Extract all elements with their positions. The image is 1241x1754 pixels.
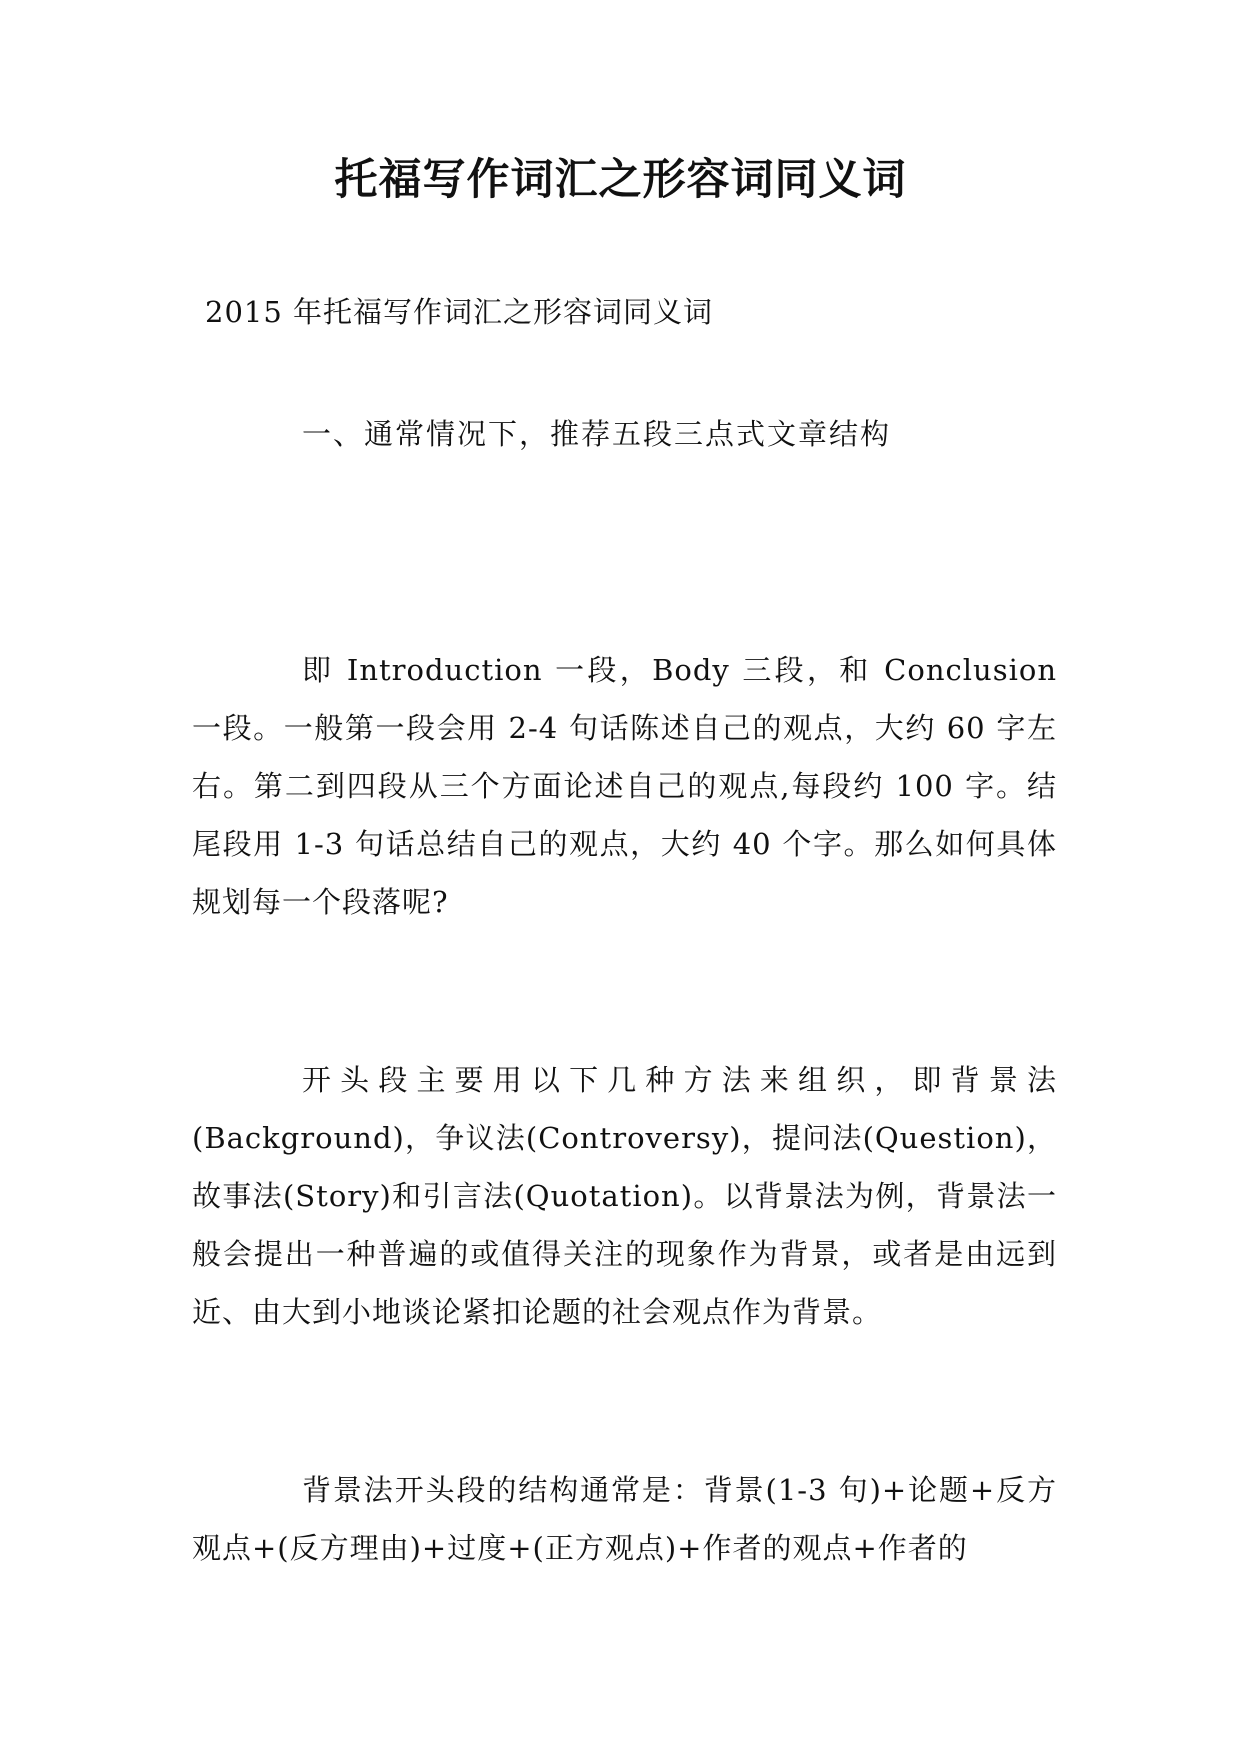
paragraph-structure-overview: 即 Introduction 一段，Body 三段，和 Conclusion 一段。一般第一段会用 2-4 句话陈述自己的观点，大约 60 字左右。第二到四段从三个方面论述自己的观点,每段约 100 字。结尾段用 1-3 句话总结自己的观点，大约 40 个字。那么如何具体规划每一个段落呢? [192, 653, 1057, 919]
paragraph-opening-methods: 开头段主要用以下几种方法来组织，即背景法(Background)，争议法(Controversy)，提问法(Question)，故事法(Story)和引言法(Quotation)。以背景法为例，背景法一般会提出一种普遍的或值得关注的现象作为背景，或者是由远到近、由大到小地谈论紧扣论题的社会观点作为背景。 [192, 1063, 1057, 1329]
paragraph-background-structure: 背景法开头段的结构通常是：背景(1-3 句)+论题+反方观点+(反方理由)+过度+(正方观点)+作者的观点+作者的 [192, 1473, 1057, 1565]
section-heading: 一、通常情况下，推荐五段三点式文章结构 [302, 417, 892, 451]
document-subtitle: 2015 年托福写作词汇之形容词同义词 [205, 295, 714, 329]
document-title: 托福写作词汇之形容词同义词 [334, 155, 907, 205]
